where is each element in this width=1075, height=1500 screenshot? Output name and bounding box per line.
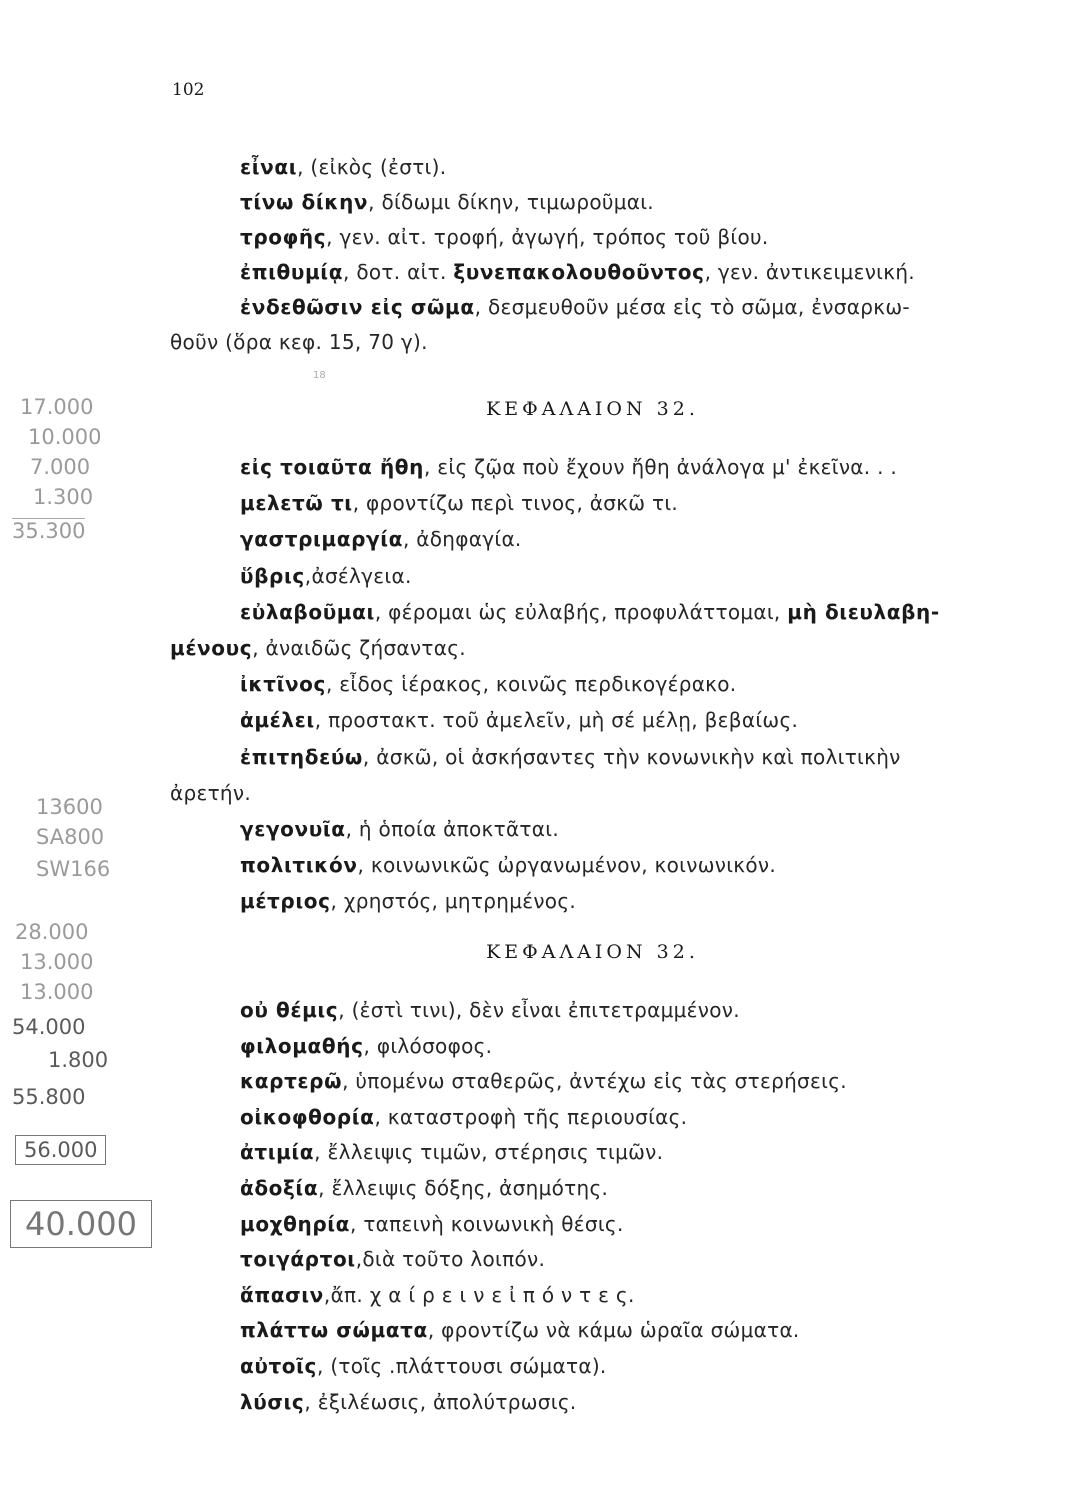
gloss-text: , προστακτ. τοῦ ἀμελεῖν, μὴ σέ μέλῃ, βεβαίως. bbox=[314, 708, 799, 733]
margin-note: 55.800 bbox=[12, 1085, 86, 1109]
glossary-line bbox=[240, 260, 915, 284]
headword: τίνω δίκην bbox=[240, 190, 369, 214]
headword: μελετῶ τι bbox=[240, 491, 353, 516]
headword: μὴ διευλαβη- bbox=[787, 599, 940, 624]
glossary-line bbox=[240, 491, 678, 515]
gloss-text: ἀρετήν. bbox=[170, 780, 252, 805]
glossary-line bbox=[240, 295, 910, 319]
glossary-line bbox=[240, 190, 654, 214]
glossary-line bbox=[240, 155, 446, 179]
headword: ἐνδεθῶσιν εἰς σῶμα bbox=[240, 295, 475, 319]
headword: λύσις bbox=[240, 1389, 305, 1414]
gloss-text: , δεσμευθοῦν μέσα εἰς τὸ σῶμα, ἐνσαρκω- bbox=[474, 295, 910, 319]
headword: οἰκοφθορία bbox=[240, 1104, 375, 1129]
page-number: 102 bbox=[172, 80, 205, 100]
gloss-text: , φιλόσοφος. bbox=[363, 1033, 493, 1058]
gloss-text: , ἀσκῶ, οἱ ἀσκήσαντες τὴν κονωνικὴν καὶ πολιτικὴν bbox=[362, 744, 901, 769]
glossary-line bbox=[170, 330, 428, 354]
gloss-text: , γεν. ἀντικειμενική. bbox=[704, 260, 915, 284]
margin-note: 7.000 bbox=[30, 455, 91, 479]
gloss-text: ,ἀσέλγεια. bbox=[304, 563, 412, 588]
gloss-text: , φέρομαι ὡς εὐλαβής, προφυλάττομαι, bbox=[374, 599, 788, 624]
glossary-line bbox=[240, 817, 559, 841]
headword: ξυνεπακολουθοῦντος bbox=[453, 260, 705, 284]
glossary-line bbox=[170, 636, 466, 660]
glossary-line bbox=[240, 1140, 663, 1164]
headword: καρτερῶ bbox=[240, 1069, 343, 1094]
glossary-line bbox=[240, 1176, 608, 1200]
margin-note: SW166 bbox=[36, 857, 111, 881]
margin-note: 28.000 bbox=[15, 920, 89, 944]
glossary-line bbox=[240, 1283, 635, 1307]
glossary-line bbox=[240, 564, 412, 588]
margin-note: 17.000 bbox=[20, 395, 94, 419]
glossary-line bbox=[240, 1247, 545, 1271]
gloss-text: , κοινωνικῶς ὠργανωμένον, κοινωνικόν. bbox=[357, 853, 777, 878]
headword: εἶναι bbox=[240, 155, 298, 179]
margin-note: SA800 bbox=[36, 825, 105, 849]
gloss-text: , χρηστός, μητρημένος. bbox=[330, 889, 577, 914]
margin-note: 13600 bbox=[36, 795, 103, 819]
margin-note: 35.300 bbox=[12, 519, 86, 543]
gloss-text: , ὑπομένω σταθερῶς, ἀντέχω εἰς τὰς στερήσεις. bbox=[342, 1069, 847, 1094]
headword: τοιγάρτοι bbox=[240, 1247, 356, 1272]
gloss-text: , ἐξιλέωσις, ἀπολύτρωσις. bbox=[304, 1389, 577, 1414]
headword: γαστριμαργία bbox=[240, 527, 403, 552]
gloss-text: , ἡ ὁποία ἀποκτᾶται. bbox=[345, 817, 559, 841]
gloss-text: , εἰς ζῷα ποὺ ἔχουν ἤθη ἀνάλογα μ' ἐκεῖνα. . . bbox=[423, 455, 898, 479]
gloss-text: , ἔλλειψις τιμῶν, στέρησις τιμῶν. bbox=[314, 1140, 664, 1165]
glossary-line bbox=[170, 781, 251, 805]
headword: ἅπασιν bbox=[240, 1282, 324, 1307]
margin-note: 10.000 bbox=[28, 425, 102, 449]
gloss-text: , ἔλλειψις δόξης, ἀσημότης. bbox=[318, 1176, 609, 1200]
glossary-line bbox=[240, 1212, 624, 1236]
margin-note: 40.000 bbox=[10, 1200, 152, 1248]
glossary-line bbox=[240, 1034, 492, 1058]
headword: τροφῆς bbox=[240, 225, 327, 249]
headword: ἐπιθυμίᾳ bbox=[240, 260, 344, 284]
margin-note: 1.300 bbox=[33, 485, 94, 509]
small-pencil-mark: 18 bbox=[313, 370, 326, 381]
headword: εἰς τοιαῦτα ἤθη bbox=[240, 455, 424, 479]
headword: μέτριος bbox=[240, 889, 331, 914]
margin-note: 13.000 bbox=[20, 980, 94, 1004]
headword: ἀμέλει bbox=[240, 708, 315, 733]
headword: αὐτοῖς bbox=[240, 1354, 317, 1378]
glossary-line bbox=[240, 1105, 687, 1129]
chapter-heading-2: ΚΕΦΑΛΑΙΟΝ 32. bbox=[486, 941, 699, 963]
margin-note: 54.000 bbox=[12, 1015, 86, 1039]
gloss-text: , (τοῖς .πλάττουσι σώματα). bbox=[317, 1354, 607, 1378]
gloss-text: , γεν. αἰτ. τροφή, ἀγωγή, τρόπος τοῦ βίου. bbox=[326, 225, 769, 249]
margin-note: 56.000 bbox=[15, 1135, 106, 1165]
gloss-text: , δοτ. αἰτ. bbox=[343, 260, 454, 284]
headword: μοχθηρία bbox=[240, 1211, 350, 1236]
gloss-text: , (ἐστὶ τινι), δὲν εἶναι ἐπιτετραμμένον. bbox=[338, 998, 740, 1022]
glossary-line bbox=[240, 1069, 847, 1093]
gloss-text: , (εἰκὸς (ἐστι). bbox=[297, 155, 447, 179]
glossary-line bbox=[240, 455, 897, 479]
headword: πλάττω σώματα bbox=[240, 1318, 428, 1343]
headword: ἐπιτηδεύω bbox=[240, 744, 363, 769]
headword: ἀτιμία bbox=[240, 1140, 315, 1165]
headword: οὐ θέμις bbox=[240, 998, 339, 1022]
chapter-heading-1: ΚΕΦΑΛΑΙΟΝ 32. bbox=[486, 398, 699, 420]
gloss-text: , ταπεινὴ κοινωνικὴ θέσις. bbox=[350, 1211, 624, 1236]
glossary-line bbox=[240, 225, 769, 249]
glossary-line bbox=[240, 672, 736, 696]
glossary-line bbox=[240, 708, 798, 732]
glossary-line bbox=[240, 600, 940, 624]
gloss-text: , εἶδος ἱέρακος, κοινῶς περδικογέρακο. bbox=[325, 672, 737, 697]
glossary-line bbox=[240, 853, 776, 877]
gloss-text: θοῦν (ὅρα κεφ. 15, 70 γ). bbox=[170, 330, 428, 354]
headword: πολιτικόν bbox=[240, 853, 358, 878]
glossary-line bbox=[240, 745, 901, 769]
glossary-line bbox=[240, 889, 576, 913]
margin-note: 1.800 bbox=[48, 1048, 109, 1072]
headword: ἀδοξία bbox=[240, 1176, 319, 1200]
glossary-line bbox=[240, 1318, 800, 1342]
headword: γεγονυῖα bbox=[240, 817, 346, 841]
gloss-text: , φροντίζω περὶ τινος, ἀσκῶ τι. bbox=[352, 491, 679, 516]
glossary-line bbox=[240, 1354, 607, 1378]
headword: εὐλαβοῦμαι bbox=[240, 599, 375, 624]
headword: ἰκτῖνος bbox=[240, 672, 326, 697]
headword: μένους bbox=[170, 636, 253, 660]
gloss-text: , ἀναιδῶς ζήσαντας. bbox=[252, 636, 466, 660]
gloss-text: , φροντίζω νὰ κάμω ὡραῖα σώματα. bbox=[427, 1318, 800, 1343]
glossary-line bbox=[240, 527, 522, 551]
gloss-text: , δίδωμι δίκην, τιμωροῦμαι. bbox=[368, 190, 654, 214]
headword: φιλομαθής bbox=[240, 1033, 364, 1058]
glossary-line bbox=[240, 1390, 577, 1414]
margin-note: 13.000 bbox=[20, 950, 94, 974]
glossary-line bbox=[240, 998, 740, 1022]
headword: ὕβρις bbox=[240, 563, 305, 588]
gloss-text: , καταστροφὴ τῆς περιουσίας. bbox=[374, 1104, 688, 1129]
gloss-text: ,διὰ τοῦτο λοιπόν. bbox=[355, 1247, 546, 1272]
gloss-text: , ἀδηφαγία. bbox=[402, 527, 522, 552]
gloss-text: ,ἄπ. χ α ί ρ ε ι ν ε ἰ π ό ν τ ε ς. bbox=[323, 1282, 635, 1307]
